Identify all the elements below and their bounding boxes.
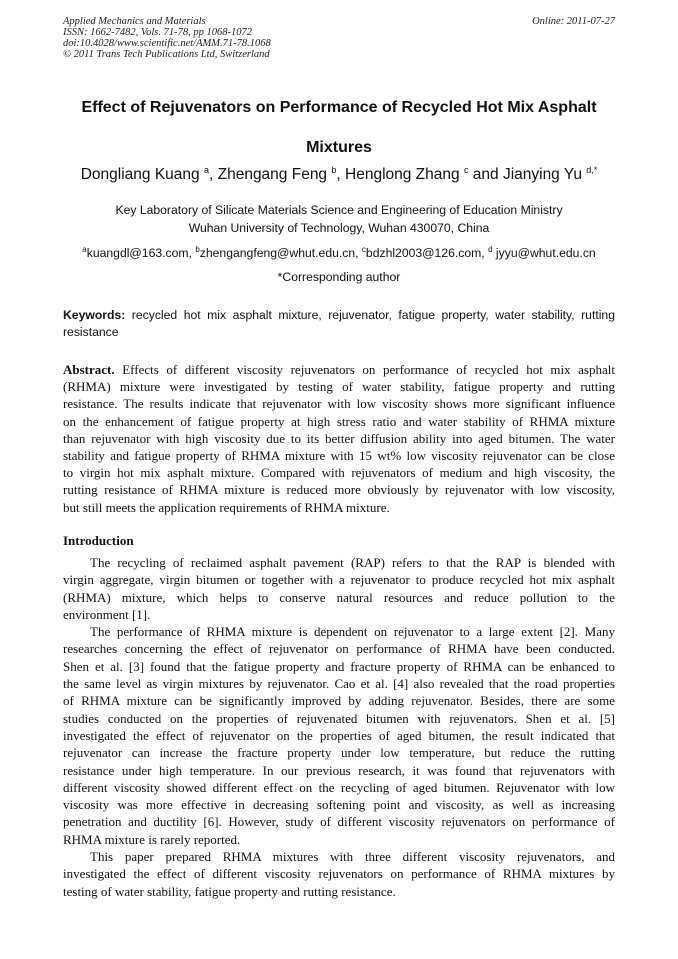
email-mark: d — [488, 245, 493, 254]
email-link[interactable]: zhengangfeng@whut.edu.cn, — [199, 246, 359, 260]
paragraph-line: of RHMA mixture can be significantly improved by adding rejuvenator. Besides, there are some — [63, 693, 615, 709]
corresponding-author-note: *Corresponding author — [277, 270, 401, 284]
author-mark: b — [331, 165, 337, 175]
paragraph-line: studies conducted on the properties of rejuvenated bitumen with rejuvenators. Shen et al. [5] — [63, 710, 615, 726]
author-mark: d,* — [586, 165, 598, 175]
author-mark: a — [203, 165, 209, 175]
journal-name: Applied Mechanics and Materials — [63, 16, 206, 27]
keywords — [63, 307, 615, 341]
author-name: Henglong Zhang — [345, 166, 460, 183]
introduction-body — [63, 554, 615, 900]
title-line-2: Mixtures — [306, 139, 372, 156]
paragraph-line: investigated the effect of rejuvenator on the properties of aged bitumen, the result indicated that — [63, 727, 615, 743]
abstract-line: resistance. The results indicate that rejuvenator with low viscosity shows more significant influence — [63, 396, 615, 412]
author-separator: and — [468, 166, 503, 183]
paragraph-line: penetration and ductility [6]. However, study of different viscosity rejuvenators on performance of — [63, 814, 615, 830]
doi-line: doi:10.4028/www.scientific.net/AMM.71-78.1068 — [63, 38, 271, 49]
paragraph-line: testing of water stability, fatigue property and rutting resistance. — [63, 883, 396, 899]
paragraph-line: environment [1]. — [63, 606, 151, 622]
email-link[interactable]: jyyu@whut.edu.cn — [495, 246, 596, 260]
journal-header — [63, 16, 615, 60]
paragraph-line: The recycling of reclaimed asphalt pavement (RAP) refers to that the RAP is blended with — [90, 555, 615, 570]
keywords-text: recycled hot mix asphalt mixture, rejuvenator, fatigue property, water stability, rutting resistance — [63, 308, 615, 339]
keywords-label: Keywords: — [63, 308, 126, 322]
author-separator: , — [336, 166, 346, 183]
issn-line: ISSN: 1662-7482, Vols. 71-78, pp 1068-1072 — [63, 27, 252, 38]
paragraph-line: RHMA mixture is rarely reported. — [63, 831, 241, 847]
paragraph-line: Shen et al. [3] found that the fatigue property and fracture property of RHMA can be enhanced to — [63, 658, 615, 674]
email-link[interactable]: bdzhl2003@126.com, — [365, 246, 485, 260]
author-name: Dongliang Kuang — [80, 166, 200, 183]
author-separator: , — [208, 166, 218, 183]
email-mark: c — [361, 245, 366, 254]
paper-title — [63, 88, 615, 168]
abstract-line: than rejuvenator with high viscosity due to its better diffusion ability into aged bitumen. The water — [63, 430, 615, 446]
paragraph-line: This paper prepared RHMA mixtures with three different viscosity rejuvenators, and — [90, 849, 615, 865]
abstract-line: Abstract. Effects of different viscosity rejuvenators on performance of recycled hot mix asphalt — [63, 362, 615, 377]
title-line-1: Effect of Rejuvenators on Performance of Recycled Hot Mix Asphalt — [81, 99, 597, 116]
email-link[interactable]: kuangdl@163.com, — [86, 246, 192, 260]
abstract-line: (RHMA) mixture were investigated by testing of water stability, fatigue property and rutting — [63, 379, 615, 395]
paragraph-line: The performance of RHMA mixture is dependent on rejuvenator to a large extent [2]. Many — [90, 624, 615, 640]
paragraph-line: (RHMA) mixture, which helps to conserve natural resources and reduce pollution to the — [63, 589, 615, 605]
email-list — [63, 244, 615, 262]
paragraph-line: viscosity was more effective in decreasing softening point and viscosity, as well as increasing — [63, 797, 615, 813]
copyright-line: © 2011 Trans Tech Publications Ltd, Switzerland — [63, 49, 270, 60]
abstract-line: to virgin hot mix asphalt mixture. Compared with rejuvenators of medium and high viscosity, the — [63, 465, 615, 481]
paragraph-line: resistance under high temperature. In our previous research, it was found that rejuvenators with — [63, 762, 615, 778]
abstract — [63, 361, 615, 516]
paragraph-line: virgin aggregate, virgin bitumen or together with a rejuvenator to produce recycled hot mix asphalt — [63, 572, 615, 588]
abstract-line: on the enhancement of fatigue property at high stress ratio and water stability of RHMA mixture — [63, 413, 615, 429]
paragraph-line: different viscosity showed different effect on the recycling of aged bitumen. Rejuvenator with low — [63, 779, 615, 795]
paragraph-line: rejuvenator can increase the fracture property under low temperature, but reduce the rutting — [63, 745, 615, 761]
online-date: Online: 2011-07-27 — [532, 16, 615, 27]
author-list — [63, 165, 615, 185]
paragraph-line: the same level as virgin mixtures by rejuvenator. Cao et al. [4] also revealed that the road properties — [63, 676, 615, 692]
abstract-line: rutting resistance of RHMA mixture is reduced more obviously by rejuvenator with low viscosity, — [63, 482, 615, 498]
affiliation-line-2: Wuhan University of Technology, Wuhan 430070, China — [188, 221, 490, 235]
paragraph-line: researches concerning the effect of rejuvenator on performance of RHMA have been conducted. — [63, 641, 615, 657]
email-mark: b — [195, 245, 200, 254]
author-mark: c — [463, 165, 469, 175]
paragraph-line: investigated the effect of different viscosity rejuvenators on performance of RHMA mixtures by — [63, 866, 615, 882]
affiliation-line-1: Key Laboratory of Silicate Materials Science and Engineering of Education Ministry — [115, 203, 563, 217]
abstract-line: but still meets the application requirements of RHMA mixture. — [63, 499, 390, 515]
section-heading-introduction: Introduction — [63, 533, 134, 548]
abstract-label: Abstract. — [63, 362, 115, 377]
author-name: Jianying Yu — [502, 166, 582, 183]
email-mark: a — [82, 245, 87, 254]
author-name: Zhengang Feng — [217, 166, 328, 183]
abstract-line: stability and fatigue property of RHMA mixture with 15 wt% low viscosity rejuvenator can be close — [63, 448, 615, 464]
